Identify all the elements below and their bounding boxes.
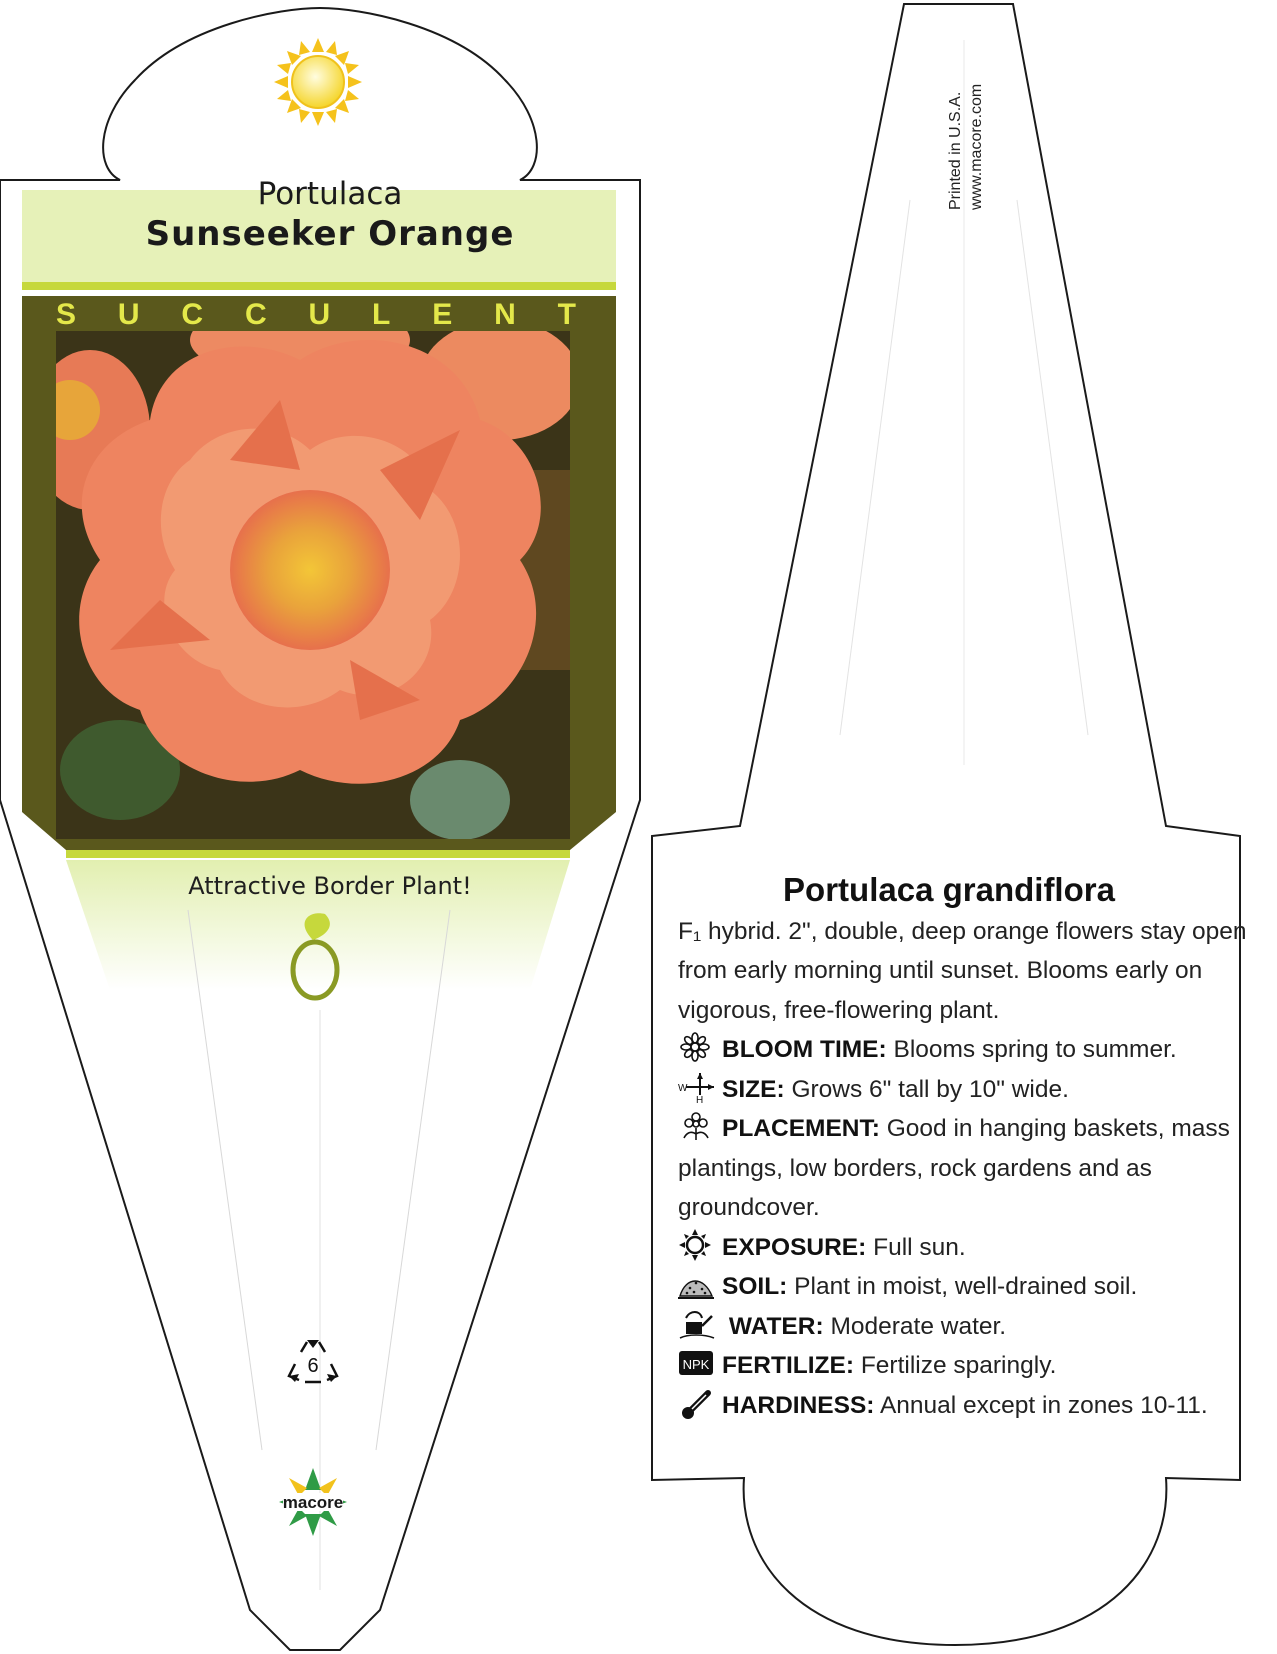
printed-line: Printed in U.S.A.: [947, 91, 964, 210]
recycle-code: 6: [307, 1355, 319, 1377]
description-line: F₁ hybrid. 2", double, deep orange flowers stay open: [678, 917, 1247, 945]
category-letter: C: [244, 298, 267, 331]
placement-continuation: plantings, low borders, rock gardens and as: [678, 1154, 1152, 1182]
category-letter: N: [494, 298, 516, 331]
svg-text:W: W: [678, 1082, 688, 1094]
category-letter: U: [117, 298, 140, 331]
variety-title: Sunseeker Orange: [145, 214, 515, 254]
attribute-water: WATER: Moderate water.: [678, 1307, 1238, 1347]
watering-can-icon: [678, 1308, 716, 1340]
front-sun-icon: [274, 38, 362, 126]
size-arrows-icon: [678, 1071, 716, 1103]
thermometer-icon: [678, 1387, 716, 1419]
svg-text:H: H: [696, 1094, 704, 1103]
macore-logo: [263, 1466, 363, 1538]
attribute-placement: PLACEMENT: Good in hanging baskets, mass: [678, 1109, 1238, 1149]
tagline: Attractive Border Plant!: [188, 872, 472, 900]
description-line: vigorous, free-flowering plant.: [678, 996, 1000, 1024]
category-letter: S: [56, 298, 77, 331]
npk-icon: [678, 1347, 716, 1379]
description-line: from early morning until sunset. Blooms early on: [678, 957, 1203, 984]
attribute-fertilize: NPK FERTILIZE: Fertilize sparingly.: [678, 1346, 1238, 1386]
category-letter: T: [557, 298, 576, 331]
botanical-name: Portulaca grandiflora: [783, 871, 1115, 908]
attribute-soil: SOIL: Plant in moist, well-drained soil.: [678, 1267, 1238, 1307]
svg-text:macore: macore: [282, 1493, 344, 1512]
attribute-bloom-time: BLOOM TIME: Blooms spring to summer.: [678, 1030, 1238, 1070]
website: www.macore.com: [968, 83, 985, 210]
placement-continuation: groundcover.: [678, 1194, 820, 1221]
attribute-exposure: EXPOSURE: Full sun.: [678, 1228, 1238, 1268]
category-letter: U: [308, 298, 331, 331]
category-letter: L: [372, 298, 391, 331]
category-label: [56, 298, 576, 332]
flower-icon: [678, 1031, 716, 1063]
printed-info: [945, 84, 987, 210]
category-letter: E: [432, 298, 453, 331]
attribute-hardiness: HARDINESS: Annual except in zones 10-11.: [678, 1386, 1238, 1426]
soil-pile-icon: [678, 1268, 716, 1300]
attribute-size: W H SIZE: Grows 6" tall by 10" wide.: [678, 1070, 1238, 1110]
svg-text:NPK: NPK: [682, 1357, 710, 1372]
sun-icon: [678, 1229, 716, 1261]
category-letter: C: [181, 298, 204, 331]
recycle-6-icon: [285, 1336, 341, 1386]
placement-plant-icon: [678, 1110, 716, 1142]
species-title: Portulaca: [257, 176, 403, 212]
flower-photo: [30, 300, 580, 840]
care-panel: [678, 870, 1247, 1425]
